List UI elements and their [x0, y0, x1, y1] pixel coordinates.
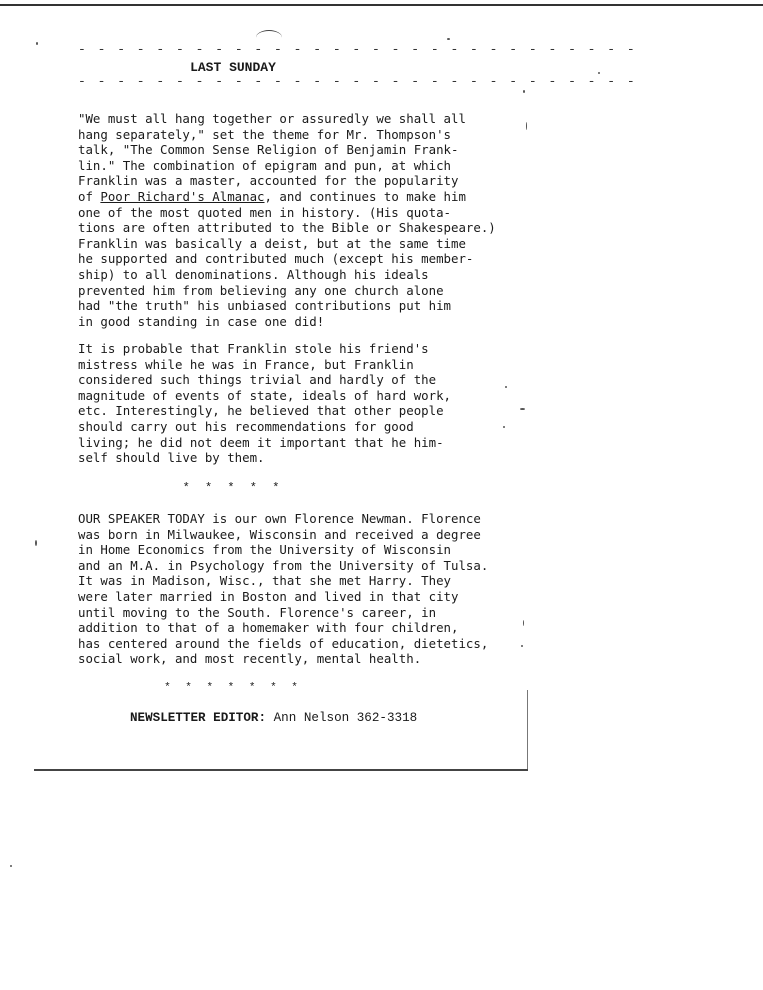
scan-speck [447, 38, 450, 40]
scan-speck [520, 408, 525, 410]
article-franklin-paragraph-1 [78, 111, 518, 329]
article-franklin-paragraph-2: It is probable that Franklin stole his friend's mistress while he was in France, but Franklin considered such things trivial and hardly of the magnitude of events of state, ideals of hard work, etc. Interestingly, he believed that other people should carry out his recommendations for good living; he did not deem it important that he him- self should live by them. [78, 341, 451, 466]
paragraph-text: , and continues to make him one of the most quoted men in history. (His quota- tions are often attributed to the Bible or Shakespeare.) Franklin was basically a deist, but at the same time he supported and contributed much (except his member- ship) to all denominations. Although his ideals prevented him from believing any one church alone had "the truth" his unbiased contributions put him in good standing in case one did! [78, 188, 496, 329]
scan-speck [505, 386, 507, 388]
dash-row-bottom: - - - - - - - - - - - - - - - - - - - - - - - - - - - - - [78, 74, 637, 89]
newsletter-editor-line [130, 711, 417, 725]
frame-right-edge [527, 690, 528, 770]
scan-speck [35, 540, 37, 546]
section-heading: LAST SUNDAY [190, 60, 276, 75]
editor-info: Ann Nelson 362-3318 [273, 711, 418, 725]
dash-row-top: - - - - - - - - - - - - - - - - - - - - - - - - - - - - - [78, 42, 637, 57]
scan-speck [526, 122, 527, 130]
scan-speck [523, 620, 524, 626]
article-speaker-paragraph: OUR SPEAKER TODAY is our own Florence Newman. Florence was born in Milwaukee, Wisconsin and received a degree in Home Economics from the University of Wisconsin and an M.A. in Psychology from the University of Tulsa. It was in Madison, Wisc., that she met Harry. They were later married in Boston and lived in that city until moving to the South. Florence's career, in addition to that of a homemaker with four children, has centered around the fields of education, dietetics, social work, and most recently, mental health. [78, 511, 489, 667]
separator-stars-small: * * * * * * * [164, 682, 302, 694]
scan-speck [523, 90, 525, 93]
scan-speck [36, 42, 38, 45]
separator-stars: * * * * * [182, 481, 284, 495]
scan-speck [503, 426, 505, 428]
editor-label: NEWSLETTER EDITOR: [130, 711, 267, 725]
scan-speck [10, 865, 12, 867]
scan-speck [521, 645, 523, 647]
book-title: Poor Richard's Almanac [100, 188, 265, 204]
scan-speck [598, 72, 600, 74]
top-rule [0, 4, 763, 6]
paragraph-text: "We must all hang together or assuredly we shall all hang separately," set the theme for Mr. Thompson's talk, "The Common Sense Religion of Benjamin Frank- lin." The combination of epigram and pun, at which Franklin was a master, accounted for the popularity of [78, 111, 466, 204]
frame-bottom-edge [34, 769, 528, 771]
